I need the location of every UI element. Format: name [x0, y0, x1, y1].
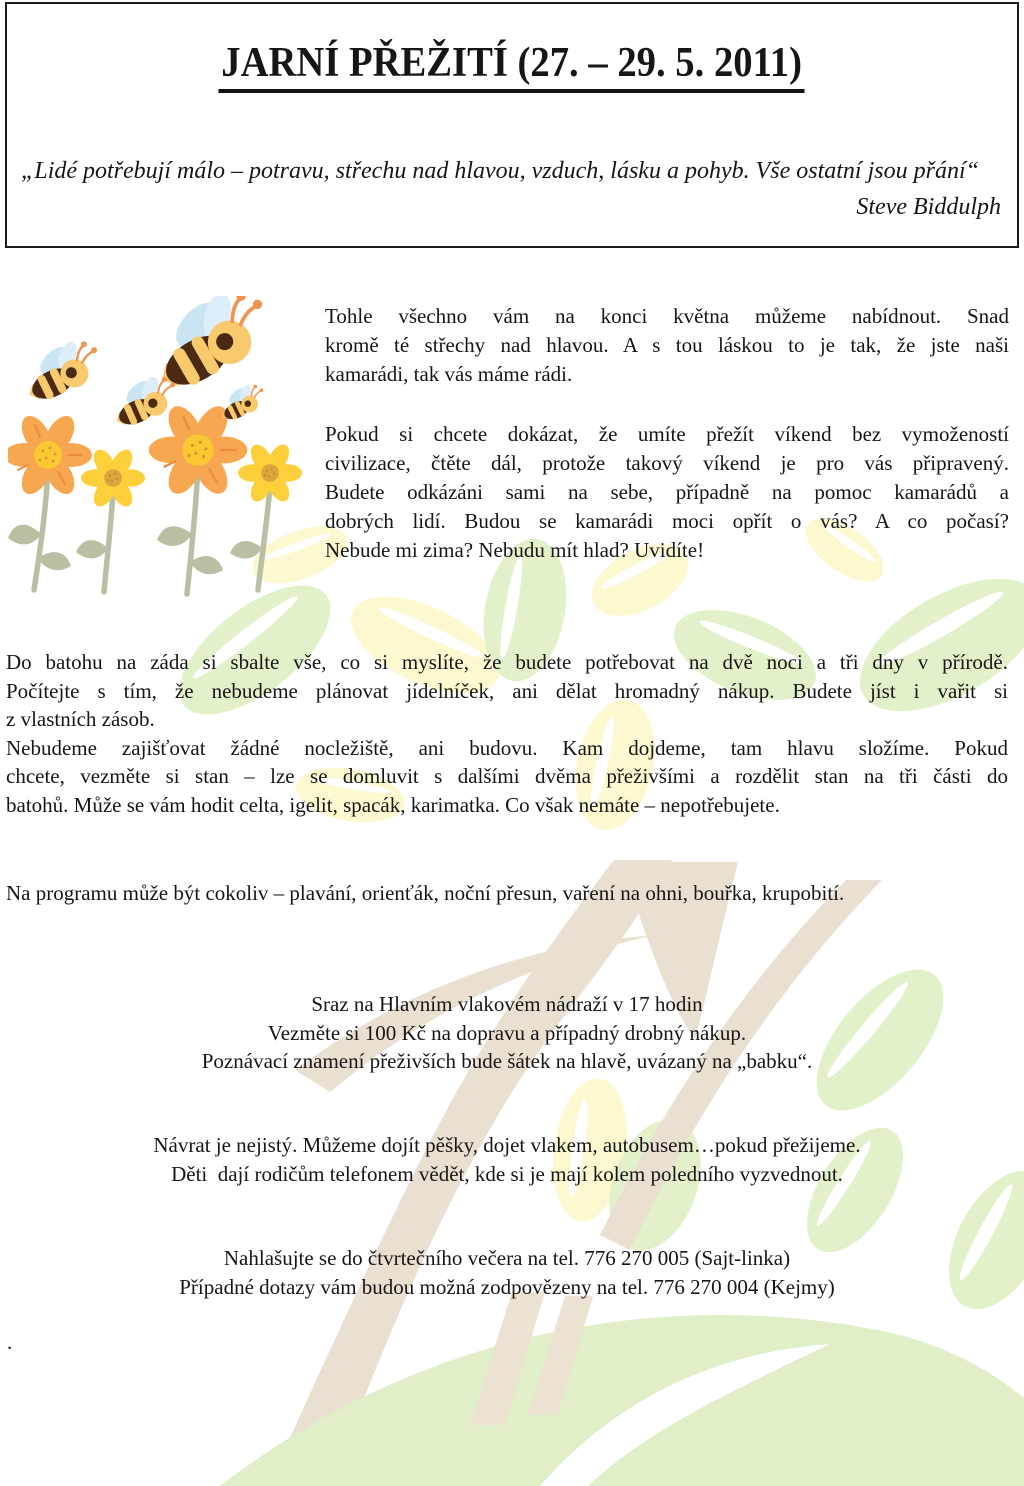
- text-line: batohů. Může se vám hodit celta, igelit, spacák, karimatka. Co však nemáte – nepotřebujete.: [6, 792, 780, 817]
- header-box: [5, 2, 1019, 248]
- bee-left: [19, 336, 102, 408]
- text-line: kromě té střechy nad hlavou. A s tou láskou to je tak, že jste naši: [325, 333, 1009, 357]
- text-line: Návrat je nejistý. Můžeme dojít pěšky, dojet vlakem, autobusem…pokud přežijeme.: [153, 1133, 861, 1157]
- text-line: Vezměte si 100 Kč na dopravu a případný drobný nákup.: [267, 1020, 747, 1045]
- trailing-period: .: [7, 1330, 13, 1354]
- quote-text: „Lidé potřebují málo – potravu, střechu nad hlavou, vzduch, lásku a pohyb. Vše ostatní jsou přání“: [21, 158, 979, 184]
- text-line: Nebude mi zima? Nebudu mít hlad? Uvidíte!: [325, 538, 705, 562]
- text-line: Nahlašujte se do čtvrtečního večera na tel. 776 270 005 (Sajt-linka): [223, 1246, 791, 1270]
- flower-orange-left: [8, 411, 92, 499]
- text-line: kamarádi, tak vás máme rádi.: [325, 362, 573, 386]
- paragraph-packing: [6, 648, 1008, 734]
- program-paragraph: [6, 879, 1014, 908]
- text-line: Tohle všechno vám na konci května můžeme nabídnout. Snad: [325, 304, 1009, 328]
- text-line: dobrých lidí. Budou se kamarádi moci opřít o vás? A co počasí?: [325, 509, 1009, 533]
- intro-column: [325, 302, 1009, 565]
- text-line: Sraz na Hlavním vlakovém nádraží v 17 hodin: [311, 992, 703, 1016]
- text-line: Poznávací znamení přeživších bude šátek na hlavě, uvázaný na „babku“.: [201, 1049, 813, 1073]
- instructions-block: [6, 648, 1008, 819]
- text-line: Případné dotazy vám budou možná zodpovězeny na tel. 776 270 004 (Kejmy): [179, 1274, 835, 1299]
- contact-info: [0, 1244, 1014, 1301]
- text-line: chcete, vezměte si stan – lze se domluvit s dalšími dvěma přeživšími a rozdělit stan na tři části do: [6, 764, 1008, 788]
- paragraph-shelter: [6, 734, 1008, 820]
- page-title-text: JARNÍ PŘEŽITÍ (27. – 29. 5. 2011): [219, 40, 805, 93]
- flower-leaves: [8, 525, 262, 575]
- text-line: Pokud si chcete dokázat, že umíte přežít víkend bez vymožeností: [325, 422, 1009, 446]
- return-info: [0, 1131, 1014, 1188]
- text-line: Děti dají rodičům telefonem vědět, kde si je mají kolem poledního vyzvednout.: [171, 1161, 843, 1186]
- text-line: z vlastních zásob.: [6, 707, 155, 731]
- quote-attribution: Steve Biddulph: [856, 194, 1001, 220]
- text-line: Nebudeme zajišťovat žádné nocležiště, ani budovu. Kam dojdeme, tam hlavu složíme. Pokud: [6, 735, 1008, 760]
- text-line: civilizace, čtěte dál, protože takový víkend je pro vás připravený.: [325, 451, 1009, 475]
- text-line: Budete odkázáni sami na sebe, případně na pomoc kamarádů a: [325, 480, 1009, 504]
- text-line: Počítejte s tím, že nebudeme plánovat jídelníček, ani dělat hromadný nákup. Budete jíst i vařit si: [6, 678, 1008, 703]
- bees-flowers-clipart: [8, 296, 324, 600]
- meeting-info: [0, 990, 1014, 1076]
- paragraph-program: [6, 879, 1014, 908]
- intro-paragraph-offer: [325, 302, 1009, 389]
- text-line: Do batohu na záda si sbalte vše, co si myslíte, že budete potřebovat na dvě noci a tři dny v přírodě.: [6, 650, 1008, 674]
- page-title: [7, 40, 1017, 93]
- intro-paragraph-challenge: [325, 420, 1009, 565]
- text-line: Na programu může být cokoliv – plavání, orienťák, noční přesun, vaření na ohni, bouřka, krupobití.: [6, 881, 845, 905]
